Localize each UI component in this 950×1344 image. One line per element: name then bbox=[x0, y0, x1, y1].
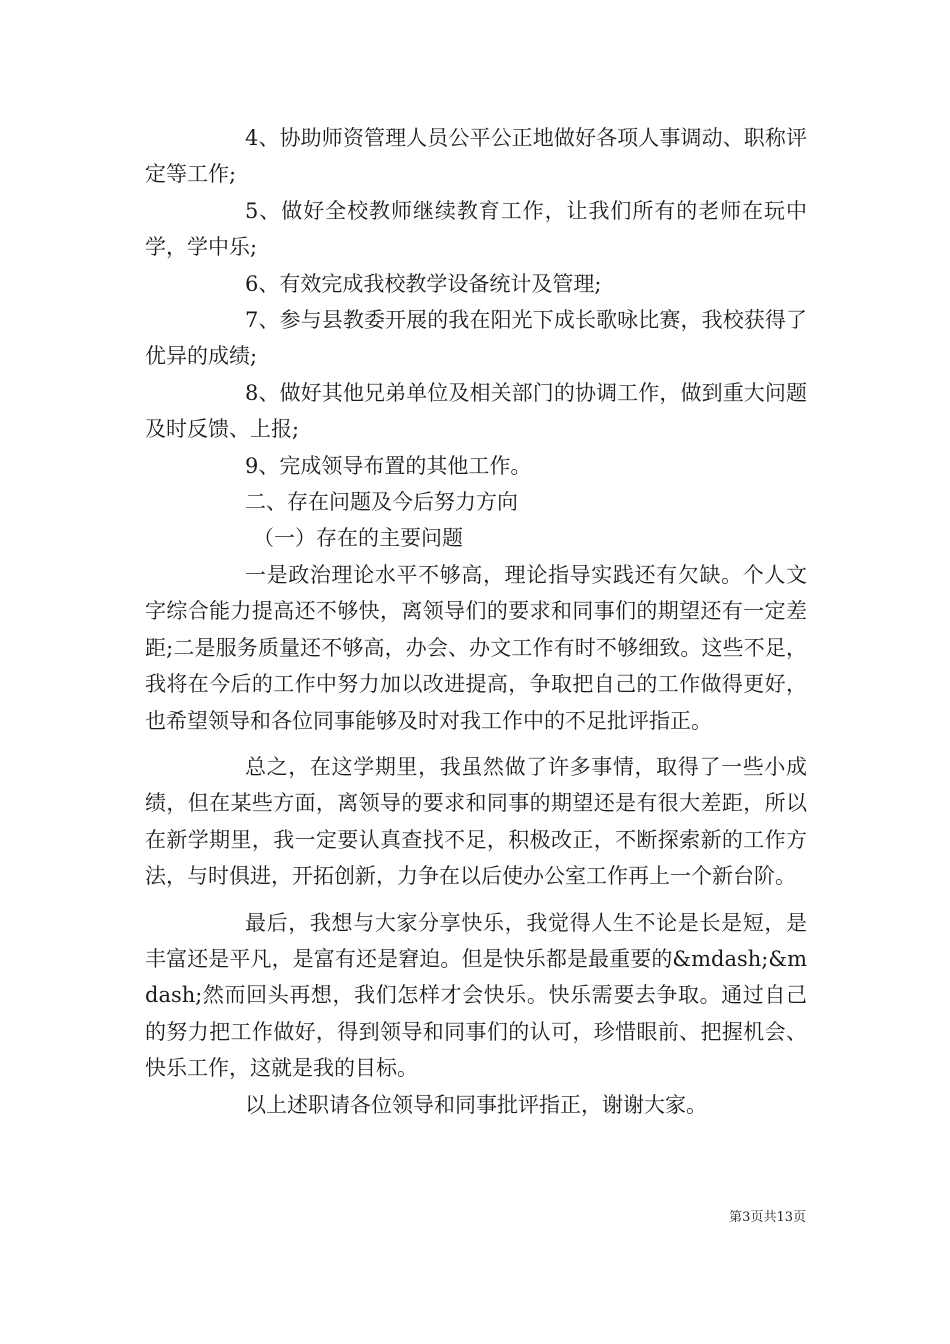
paragraph-item-4: 4、协助师资管理人员公平公正地做好各项人事调动、职称评定等工作; bbox=[145, 126, 807, 187]
page-number: 第3页共13页 bbox=[729, 1210, 806, 1225]
paragraph-item-7: 7、参与县教委开展的我在阳光下成长歌咏比赛，我校获得了优异的成绩; bbox=[145, 308, 807, 369]
paragraph-summary: 总之，在这学期里，我虽然做了许多事情，取得了一些小成绩，但在某些方面，离领导的要求和同事的期望还是有很大差距，所以在新学期里，我一定要认真查找不足，积极改正，不断探索新的工作方法，与时俱进，开拓创新，力争在以后使办公室工作再上一个新台阶。 bbox=[145, 754, 807, 889]
paragraph-closing: 最后，我想与大家分享快乐，我觉得人生不论是长是短，是丰富还是平凡，是富有还是窘迫。但是快乐都是最重要的&mdash;&mdash;然而回头再想，我们怎样才会快乐。快乐需要去争取。通过自己的努力把工作做好，得到领导和同事们的认可，珍惜眼前、把握机会、快乐工作，这就是我的目标。 bbox=[145, 910, 807, 1081]
paragraph-item-6: 6、有效完成我校教学设备统计及管理; bbox=[245, 271, 602, 296]
paragraph-item-8: 8、做好其他兄弟单位及相关部门的协调工作，做到重大问题及时反馈、上报; bbox=[145, 380, 807, 442]
document-body bbox=[145, 120, 807, 1123]
paragraph-thanks: 以上述职请各位领导和同事批评指正，谢谢大家。 bbox=[245, 1092, 707, 1117]
subsection-heading: （一）存在的主要问题 bbox=[253, 526, 463, 551]
paragraph-item-9: 9、完成领导布置的其他工作。 bbox=[245, 453, 532, 478]
section-heading: 二、存在问题及今后努力方向 bbox=[245, 490, 518, 515]
paragraph-problems: 一是政治理论水平不够高，理论指导实践还有欠缺。个人文字综合能力提高还不够快，离领导们的要求和同事们的期望还有一定差距;二是服务质量还不够高，办会、办文工作有时不够细致。这些不足，我将在今后的工作中努力加以改进提高，争取把自己的工作做得更好，也希望领导和各位同事能够及时对我工作中的不足批评指正。 bbox=[145, 562, 807, 733]
paragraph-item-5: 5、做好全校教师继续教育工作，让我们所有的老师在玩中学，学中乐; bbox=[145, 198, 807, 260]
